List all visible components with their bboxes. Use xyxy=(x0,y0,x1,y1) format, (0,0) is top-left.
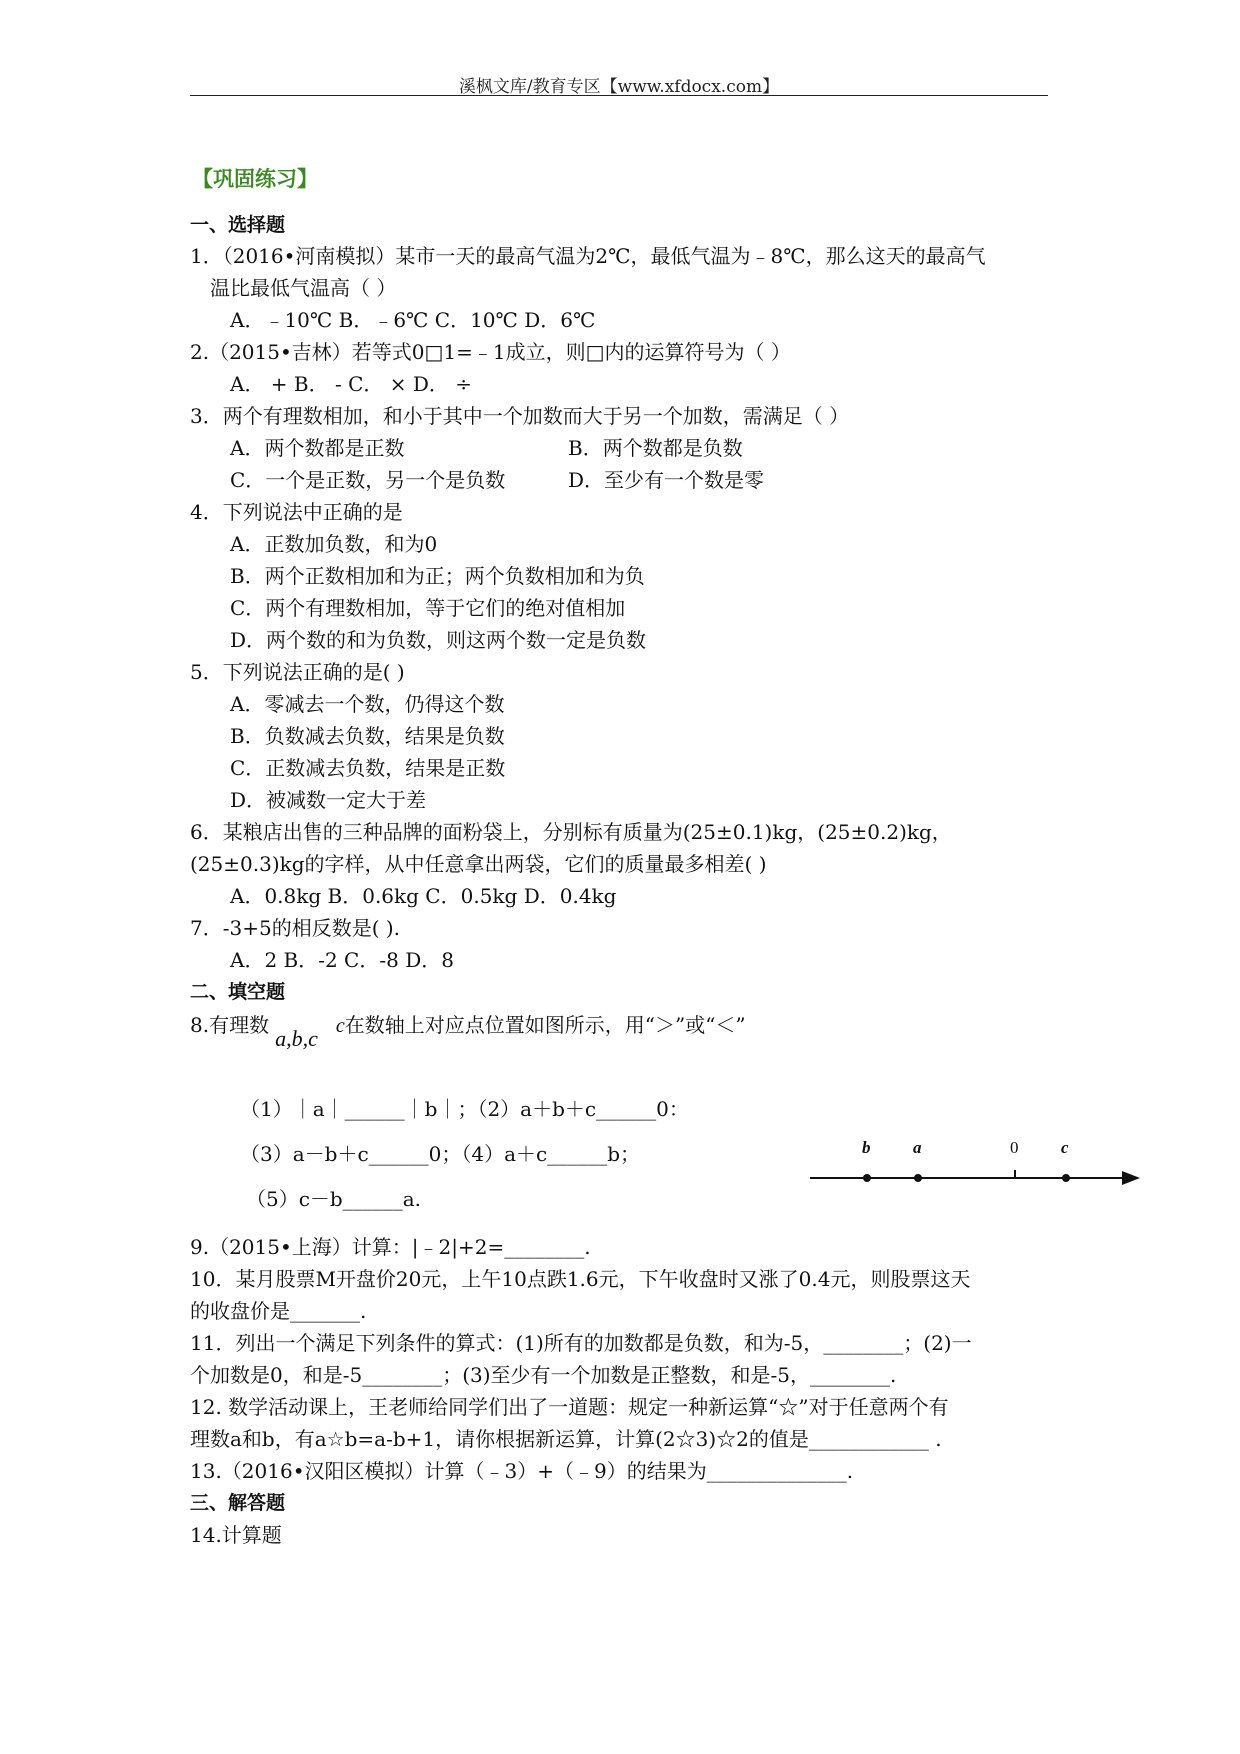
section-title: 【巩固练习】 xyxy=(192,166,318,191)
header-divider xyxy=(190,95,1048,96)
q10-line1: 10．某月股票M开盘价20元，上午10点跌1.6元，下午收盘时又涨了0.4元，则股票这天 xyxy=(190,1267,971,1291)
q2-options: A． + B． - C． × D． ÷ xyxy=(230,372,473,396)
q8-part3: （5）c－b______a. xyxy=(246,1187,422,1211)
q3-option-c: C．一个是正数，另一个是负数 xyxy=(230,468,506,492)
q8-part1: （1）｜a｜______｜b｜；（2）a＋b＋c______0： xyxy=(240,1097,689,1121)
q13-text: 13.（2016•汉阳区模拟）计算（﹣3）+（﹣9）的结果为______________. xyxy=(190,1459,854,1483)
q7-options: A．2 B．-2 C．-8 D．8 xyxy=(230,948,454,972)
q6-line1: 6．某粮店出售的三种品牌的面粉袋上，分别标有质量为(25±0.1)kg，(25±0.2)kg， xyxy=(190,820,952,844)
number-line-label-c: c xyxy=(1061,1138,1069,1157)
number-line-label-zero: 0 xyxy=(1010,1138,1019,1157)
q9-text: 9.（2015•上海）计算：|﹣2|+2=________. xyxy=(190,1235,591,1259)
number-line-label-a: a xyxy=(913,1138,922,1157)
q12-line2: 理数a和b，有a☆b=a-b+1，请你根据新运算，计算(2☆3)☆2的值是____________ . xyxy=(190,1427,942,1451)
q6-options: A．0.8kg B．0.6kg C．0.5kg D．0.4kg xyxy=(230,884,617,908)
q11-line1: 11．列出一个满足下列条件的算式：(1)所有的加数都是负数，和为-5，________；(2)一 xyxy=(190,1331,972,1355)
q4-option-a: A．正数加负数，和为0 xyxy=(230,532,438,556)
q1-line2: 温比最低气温高（ ） xyxy=(210,276,397,300)
point-c xyxy=(1062,1174,1070,1182)
q4-stem: 4．下列说法中正确的是 xyxy=(190,500,403,524)
q10-line2: 的收盘价是_______. xyxy=(190,1299,367,1323)
q5-option-d: D．被减数一定大于差 xyxy=(230,788,427,812)
q8-part2: （3）a－b＋c______0；（4）a＋c______b； xyxy=(240,1142,641,1166)
q5-option-b: B．负数减去负数，结果是负数 xyxy=(230,724,505,748)
q7-stem: 7．-3+5的相反数是( ). xyxy=(190,916,401,940)
q8-stem xyxy=(190,1012,746,1051)
q5-stem: 5．下列说法正确的是( ) xyxy=(190,660,405,684)
q1-options: A．﹣10℃ B．﹣6℃ C．10℃ D．6℃ xyxy=(230,308,596,332)
number-line-svg xyxy=(810,1138,1140,1198)
q4-option-c: C．两个有理数相加，等于它们的绝对值相加 xyxy=(230,596,626,620)
point-a xyxy=(914,1174,922,1182)
point-b xyxy=(863,1174,871,1182)
q3-option-d: D．至少有一个数是零 xyxy=(568,468,765,492)
q4-option-b: B．两个正数相加和为正；两个负数相加和为负 xyxy=(230,564,645,588)
q5-option-a: A．零减去一个数，仍得这个数 xyxy=(230,692,505,716)
q3-option-a: A．两个数都是正数 xyxy=(230,436,405,460)
q8-prefix: 8.有理数 xyxy=(190,1013,270,1037)
q11-line2: 个加数是0，和是-5________；(3)至少有一个加数是正整数，和是-5，________. xyxy=(190,1363,897,1387)
q12-line1: 12. 数学活动课上，王老师给同学们出了一道题：规定一种新运算“☆”对于任意两个有 xyxy=(190,1395,949,1419)
q8-c-letter: c xyxy=(335,1015,345,1037)
q2-stem: 2.（2015•吉林）若等式0□1=﹣1成立，则□内的运算符号为（ ） xyxy=(190,340,791,364)
section-answer-heading: 三、解答题 xyxy=(190,1492,286,1514)
number-line-label-b: b xyxy=(862,1138,871,1157)
q3-stem: 3．两个有理数相加，和小于其中一个加数而大于另一个加数，需满足（ ） xyxy=(190,404,850,428)
number-line-arrow-icon xyxy=(1122,1171,1140,1185)
q3-option-b: B．两个数都是负数 xyxy=(568,436,743,460)
q4-option-d: D．两个数的和为负数，则这两个数一定是负数 xyxy=(230,628,647,652)
section-choice-heading: 一、选择题 xyxy=(190,214,286,236)
page-header: 溪枫文库/教育专区【www.xfdocx.com】 xyxy=(458,77,780,97)
q6-line2: (25±0.3)kg的字样，从中任意拿出两袋，它们的质量最多相差( ) xyxy=(190,852,767,876)
section-fill-heading: 二、填空题 xyxy=(190,981,286,1003)
q5-option-c: C．正数减去负数，结果是正数 xyxy=(230,756,506,780)
q8-vars: a,b,c xyxy=(275,1026,318,1051)
q14-text: 14.计算题 xyxy=(190,1523,282,1547)
q1-line1: 1．（2016•河南模拟）某市一天的最高气温为2℃，最低气温为﹣8℃，那么这天的最高气 xyxy=(190,244,986,268)
number-line-figure xyxy=(810,1138,1140,1198)
q8-suffix: 在数轴上对应点位置如图所示，用“＞”或“＜” xyxy=(344,1013,746,1037)
